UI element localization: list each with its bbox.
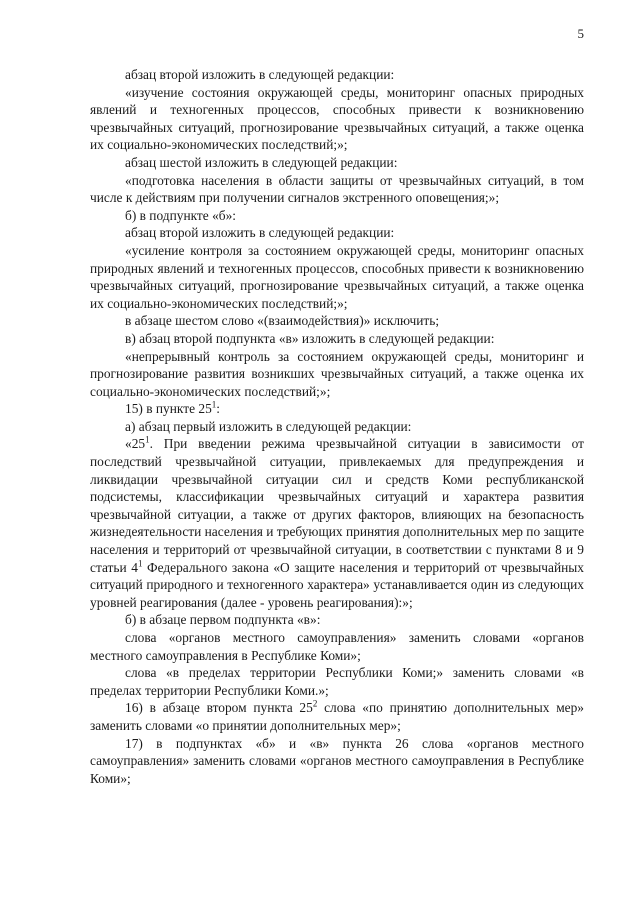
paragraph-9: в) абзац второй подпункта «в» изложить в следующей редакции: [125, 330, 495, 346]
paragraph-17-text: 16) в абзаце втором пункта 25 [125, 700, 313, 716]
paragraph-10: «непрерывный контроль за состоянием окружающей среды, мониторинг и прогнозирование развития возникших чрезвычайных ситуаций, а также оценка их социально-экономических последствий;»; [90, 348, 584, 399]
paragraph-14: б) в абзаце первом подпункта «в»: [125, 612, 321, 628]
paragraph-8: в абзаце шестом слово «(взаимодействия)» исключить; [125, 313, 440, 329]
paragraph-5: б) в подпункте «б»: [125, 207, 237, 223]
paragraph-11 [90, 400, 584, 418]
paragraph-13-tail: Федерального закона «О защите населения и территорий от чрезвычайных ситуаций природного и техногенного характера» устанавливается один из следующих уровней реагирования (далее - уровень реагирования):»; [90, 559, 584, 610]
paragraph-11-text: 15) в пункте 25 [125, 401, 212, 417]
paragraph-2: «изучение состояния окружающей среды, мониторинг опасных природных явлений и техногенных процессов, способных привести к возникновению чрезвычайных ситуаций, прогнозирование чрезвычайных ситуаций, а также оценка их социально-экономических последствий;»; [90, 84, 584, 153]
document-body [90, 66, 584, 787]
paragraph-4: «подготовка населения в области защиты от чрезвычайных ситуаций, в том числе к действиям при получении сигналов экстренного оповещения;»; [90, 172, 584, 206]
paragraph-13-middle: . При введении режима чрезвычайной ситуации в зависимости от последствий чрезвычайной ситуации, привлекаемых для предупреждения и ликвидации чрезвычайной ситуации сил и средств Коми республиканской подсистемы, классификации чрезвычайных ситуаций и характера развития чрезвычайной ситуации, а также от других факторов, влияющих на безопасность жизнедеятельности населения и требующих принятия дополнительных мер по защите населения и территорий от чрезвычайной ситуации, в соответствии с пунктами 8 и 9 статьи 4 [90, 436, 585, 575]
paragraph-15: слова «органов местного самоуправления» заменить словами «органов местного самоуправления в Республике Коми»; [90, 630, 584, 663]
paragraph-18: 17) в подпунктах «б» и «в» пункта 26 слова «органов местного самоуправления» заменить словами «органов местного самоуправления в Республике Коми»; [90, 735, 584, 786]
paragraph-17-tail: слова «по принятию дополнительных мер» заменить словами «о принятии дополнительных мер»; [90, 700, 584, 733]
paragraph-13 [90, 435, 584, 611]
paragraph-12: а) абзац первый изложить в следующей редакции: [125, 418, 412, 434]
paragraph-3: абзац шестой изложить в следующей редакции: [125, 154, 398, 170]
paragraph-17 [90, 699, 584, 734]
paragraph-13-text: «25 [125, 436, 146, 452]
superscript: 1 [137, 558, 143, 569]
paragraph-6: абзац второй изложить в следующей редакции: [125, 225, 395, 241]
page-number: 5 [577, 26, 584, 41]
superscript: 2 [312, 698, 318, 709]
paragraph-1: абзац второй изложить в следующей редакции: [125, 67, 395, 82]
paragraph-11-tail: : [216, 401, 220, 417]
superscript: 1 [211, 399, 217, 410]
paragraph-16: слова «в пределах территории Республики Коми;» заменить словами «в пределах территории Республики Коми.»; [90, 665, 584, 698]
paragraph-7: «усиление контроля за состоянием окружающей среды, мониторинг опасных природных явлений и техногенных процессов, способных привести к возникновению чрезвычайных ситуаций, прогнозирование чрезвычайных ситуаций, а также оценка их социально-экономических последствий;»; [90, 242, 584, 311]
superscript: 1 [145, 435, 150, 445]
